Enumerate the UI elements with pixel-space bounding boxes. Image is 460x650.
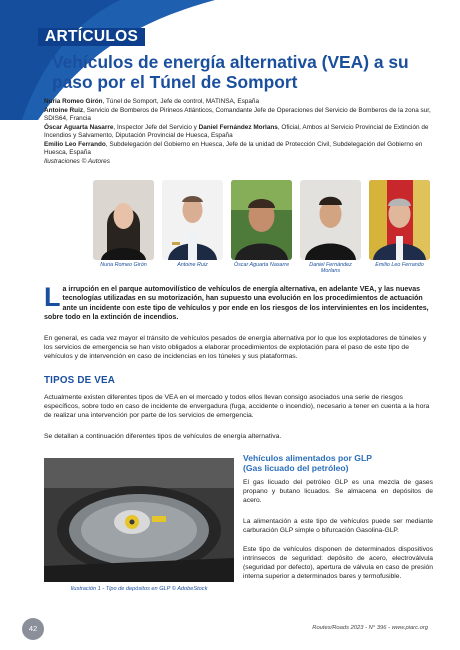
illustration-credit: Ilustraciones © Autores [44,157,110,165]
portrait-image [231,180,292,260]
drop-cap: L [44,282,61,312]
photo-caption: Daniel Fernández Morlans [309,262,352,275]
section-heading: TIPOS DE VEA [44,375,115,386]
author-photo [231,180,292,268]
author-list [44,98,434,166]
author-entry [44,141,434,158]
author-photo [162,180,223,268]
lead-text: a irrupción en el parque automovilístico de vehículos de energía alternativa, en adelante VEA, y las nuevas tecnologías utilizadas en su motorización, han supuesto una evolución en los procedimientos de actuación ante un incidente con este tipo de vehículos y por ende en los riesgos de los intervinientes en los incidentes, sobre todo en la extinción de incendios. [44,286,429,322]
author-photo [93,180,154,268]
glp-paragraph: La alimentación a este tipo de vehículos puede ser mediante carburación GLP simple o bifurcación Gasolina-GLP. [243,518,433,535]
glp-paragraph: El gas licuado del petróleo GLP es una mezcla de gases propano y butano licuados. Se almacena en depósitos de acero. [243,479,433,505]
author-photo [369,180,430,268]
portrait-image [162,180,223,260]
photo-caption: Emilio Leo Ferrando [375,262,424,268]
author-photo [300,180,361,274]
author-entry [44,124,434,141]
photo-caption: Nuria Romeo Girón [100,262,147,268]
glp-heading-line: Vehículos alimentados por GLP [243,453,372,463]
article-title: Vehículos de energía alternativa (VEA) a su paso por el Túnel de Somport [52,52,409,92]
author-name: Antoine Ruiz [44,106,84,114]
section-paragraph: Actualmente existen diferentes tipos de VEA en el mercado y todos ellos llevan consigo asociados una serie de riesgos específicos, sobre todo en caso de incidente de envergadura (fuga, accidente o incendio), necesario a tener en cuenta a la hora de realizar una intervención por parte de los servicios de emergencia. [44,394,430,420]
author-name: Nuria Romeo Girón [44,98,103,105]
glp-heading-line: (Gas licuado del petróleo) [243,463,349,474]
lead-paragraph [44,282,434,323]
section-paragraph: Se detallan a continuación diferentes tipos de vehículos de energía alternativa. [44,433,282,440]
photo-caption: Antoine Ruiz [177,262,208,268]
photo-caption: Óscar Aguarta Nasarre [233,262,290,268]
section-tag: ARTÍCULOS [38,28,145,46]
author-role: , Oficial, Ambos al Servicio Provincial de Extinción de Incendios y Salvamento, Diputación Provincial de Huesca, España [44,123,429,139]
author-name: Emilio Leo Ferrando [44,140,106,148]
glp-heading [243,453,433,474]
portrait-image [93,180,154,260]
author-role: , Inspector Jefe del Servicio y [113,123,199,131]
author-name: Daniel Fernández Morlans [198,123,278,131]
author-role: , Servicio de Bomberos de Pirineos Atlánticos, Comandante Jefe de Operaciones del Servicio de Bomberos de la zona sur, SDIS64, Francia [44,106,431,122]
journal-footer: Routes/Roads 2023 - N° 396 - www.piarc.org [312,625,428,631]
author-role: , Subdelegación del Gobierno en Huesca, Jefe de la unidad de Protección Civil, Subdelegación del Gobierno en Huesca, España [44,140,423,156]
author-entry [44,107,434,124]
page-number: 42 [22,618,44,640]
author-role: , Túnel de Somport, Jefe de control, MATINSA, España [102,98,260,105]
author-entry [44,98,434,107]
portrait-image [369,180,430,260]
author-photo-strip [93,180,433,278]
glp-tank-photo [44,458,234,582]
glp-paragraph: Este tipo de vehículos disponen de determinados dispositivos intrínsecos de seguridad: depósito de acero, electroválvula (seguridad por defecto), apertura de válvula en caso de presión interna superior a determinados bares y termofusible. [243,546,433,581]
portrait-image [300,180,361,260]
author-name: Óscar Aguarta Nasarre [44,123,114,131]
figure-caption: Ilustración 1 - Tipo de depósitos en GLP © AdobeStock [70,586,208,592]
intro-paragraph: En general, es cada vez mayor el tránsito de vehículos pesados de energía alternativa por lo que los explotadores de túneles y los servicios de emergencia se han visto obligados a elaborar procedimientos de explotación para el paso de este tipo de vehículos y de intervención en caso de incidencias en los túneles y sus plataformas. [44,335,427,361]
